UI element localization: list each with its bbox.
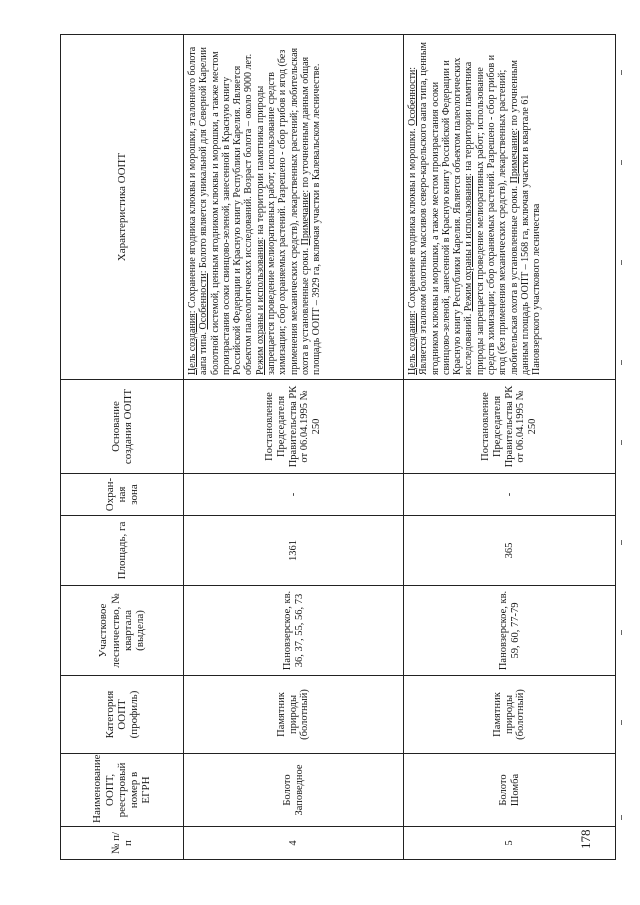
table-row	[184, 35, 404, 860]
row-category: Памятник природы (болотный)	[184, 676, 404, 754]
header-forestry: Участковое лесничество, № квартала (выдела)	[61, 586, 184, 676]
regime-label: Режим охраны и использования	[463, 175, 475, 312]
header-basis: Основание создания ООПТ	[61, 380, 184, 474]
header-characteristics: Характеристика ООПТ	[61, 35, 184, 380]
scan-mark	[621, 630, 622, 635]
note-text: : по уточненным данным площадь ООПТ – 1568 га, включая участки в квартале 61 Пановзерского участкового лесничества	[508, 60, 543, 375]
note-label: Примечание	[299, 192, 311, 246]
row-characteristics	[404, 35, 616, 380]
table-row	[404, 35, 616, 860]
row-basis: Постановление Председателя Правительства РК от 06.04.1995 № 250	[184, 380, 404, 474]
row-num: 4	[184, 827, 404, 860]
scan-mark	[621, 360, 622, 365]
row-area: 365	[404, 516, 616, 586]
row-name: Болото Заповедное	[184, 754, 404, 827]
scan-mark	[621, 815, 622, 820]
regime-text: : на территории памятника природы запрещается проведение мелиоративных работ; использование средств химизации; сбор охраняемых растений. Разрешено - сбор грибов и ягод (без применения механических средств), лекарственных растений; любительская охота в установленные сроки.	[463, 54, 520, 375]
goal-label: Цель создания	[407, 313, 418, 375]
row-category: Памятник природы (болотный)	[404, 676, 616, 754]
row-num: 5	[404, 827, 616, 860]
scan-mark	[621, 160, 622, 165]
row-forestry: Пановзерское, кв. 36, 37, 55, 56, 73	[184, 586, 404, 676]
regime-label: Режим охраны и использования	[254, 239, 266, 375]
header-num: № п/п	[61, 827, 184, 860]
goal-text: : Сохранение ягодника клюквы и морошки, эталонного болота аапа типа.	[187, 46, 210, 375]
header-buffer-zone: Охран-ная зона	[61, 474, 184, 516]
row-buffer-zone: -	[404, 474, 616, 516]
scan-mark	[621, 70, 622, 75]
page-number: 178	[578, 829, 593, 849]
rotated-table-container	[60, 35, 605, 860]
note-label: Примечание	[508, 130, 520, 184]
scan-mark	[621, 540, 622, 545]
header-name: Наименование ООПТ, реестровый номер в ЕГРН	[61, 754, 184, 827]
goal-label: Цель создания	[187, 313, 198, 375]
oopt-table	[60, 34, 616, 860]
note-text: : по уточненным данным общая площадь ООПТ – 3929 га, включая участки в Калевальском лесничестве.	[299, 56, 323, 375]
scan-mark	[621, 440, 622, 445]
features-text: : Болото является уникальной для Северной Карелии болотной системой, ценным ягодником клюквы и морошки, а также местом произрастания осоки свинцово-зеленой, занесенной в Красную книгу Российской Федерации и Красную книгу Республики Карелия. Является объектом палеологических исследований. Возраст болота – около 9000 лет.	[198, 47, 255, 375]
scan-mark	[621, 260, 622, 265]
features-text: : Является эталоном болотных массивов северо-карельского аапа типа, ценным ягодником клюквы и морошки, а также местом произрастания осоки свинцово-зеленой, занесенной в Красную книгу Российской Федерации и Красную книгу Республики Карелия. Является объектом палеологических исследований.	[407, 42, 475, 375]
header-area: Площадь, га	[61, 516, 184, 586]
row-buffer-zone: -	[184, 474, 404, 516]
row-basis: Постановление Председателя Правительства РК от 06.04.1995 № 250	[404, 380, 616, 474]
row-area: 1361	[184, 516, 404, 586]
row-characteristics	[184, 35, 404, 380]
regime-text: : на территории памятника природы запрещается проведение мелиоративных работ; использование средств химизации; сбор охраняемых растений. Разрешено - сбор грибов и ягод (без применения механических средств), лекарственных растений; любительская охота в установленные сроки.	[254, 47, 311, 375]
row-name: Болото Шомба	[404, 754, 616, 827]
scan-mark	[621, 720, 622, 725]
features-label: Особенности	[407, 69, 418, 126]
header-category: Категория ООПТ (профиль)	[61, 676, 184, 754]
table-header-row	[61, 35, 184, 860]
goal-text: : Сохранение ягодника клюквы и морошки.	[407, 128, 418, 314]
features-label: Особенности	[198, 273, 210, 330]
row-forestry: Пановзерское, кв. 59, 60, 77-79	[404, 586, 616, 676]
